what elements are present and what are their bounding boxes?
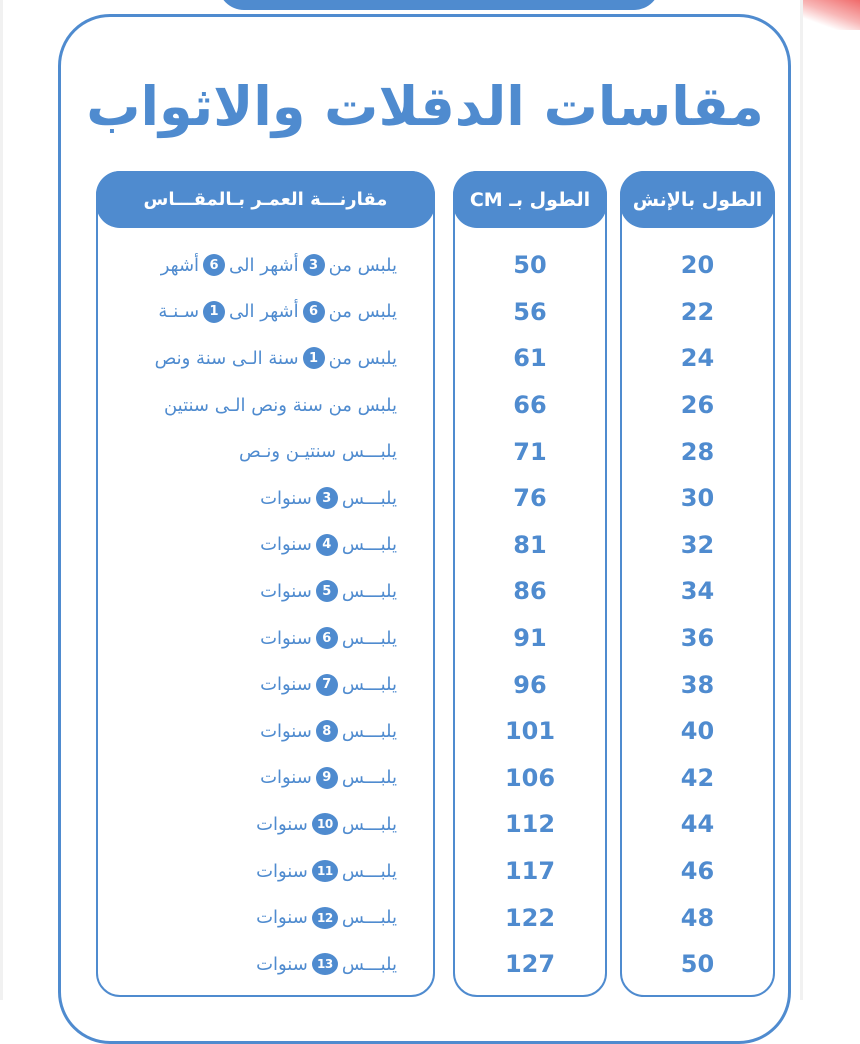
inch-value: 34 [680, 577, 715, 606]
age-row [98, 382, 433, 429]
age-row [98, 615, 433, 662]
number-badge: 7 [316, 674, 338, 696]
cm-value: 71 [513, 437, 547, 466]
age-row [98, 848, 433, 895]
age-values [98, 242, 433, 988]
age-text: يلبس من سنة ونص الـى سنتين [163, 394, 397, 416]
inch-value: 38 [680, 670, 715, 699]
age-column [96, 171, 435, 997]
cm-value: 76 [513, 484, 547, 513]
age-text: يلبـــس [341, 813, 397, 835]
cm-value: 96 [513, 670, 547, 699]
number-badge: 13 [312, 953, 338, 975]
age-row [98, 568, 433, 615]
cm-values [455, 242, 605, 988]
age-row [98, 801, 433, 848]
number-badge: 10 [312, 813, 338, 835]
age-text: يلبس من [328, 301, 397, 323]
cm-value: 66 [513, 391, 547, 420]
number-badge: 4 [316, 534, 338, 556]
number-badge: 8 [316, 720, 338, 742]
left-edge-line [0, 0, 3, 1000]
age-text: سنوات [260, 534, 312, 556]
inch-value: 26 [680, 391, 715, 420]
age-row [98, 242, 433, 289]
number-badge: 12 [312, 907, 338, 929]
inch-values [622, 242, 773, 988]
age-text: يلبـــس سنتيـن ونـص [239, 441, 397, 463]
number-badge: 11 [312, 860, 338, 882]
number-badge: 9 [316, 767, 338, 789]
cm-value: 50 [513, 251, 547, 280]
inch-value: 28 [680, 437, 715, 466]
cm-column [453, 171, 607, 997]
inch-value: 30 [680, 484, 715, 513]
age-text: سنوات [256, 813, 308, 835]
number-badge: 1 [203, 301, 225, 323]
right-edge-line [800, 0, 803, 1000]
age-text: سنوات [260, 580, 312, 602]
inch-value: 20 [680, 251, 715, 280]
age-row [98, 428, 433, 475]
inch-value: 48 [680, 903, 715, 932]
age-text: أشهر الى [229, 254, 299, 276]
cm-value: 117 [504, 857, 556, 886]
age-row [98, 755, 433, 802]
age-text: سنوات [256, 860, 308, 882]
age-text: يلبـــس [341, 487, 397, 509]
inch-column-header: الطول بالإنش [620, 171, 775, 228]
inch-value: 42 [680, 763, 715, 792]
age-row [98, 289, 433, 336]
age-text: يلبـــس [341, 720, 397, 742]
age-text: سنوات [256, 907, 308, 929]
age-row [98, 475, 433, 522]
page-title: مقاسات الدقلات والاثواب [86, 75, 764, 138]
age-text: يلبـــس [341, 860, 397, 882]
top-tab-decoration [218, 0, 660, 10]
age-row [98, 894, 433, 941]
number-badge: 6 [303, 301, 325, 323]
cm-value: 81 [513, 530, 547, 559]
age-text: سنوات [256, 953, 308, 975]
age-text: يلبـــس [341, 674, 397, 696]
number-badge: 5 [316, 580, 338, 602]
age-text: سنوات [260, 720, 312, 742]
age-row [98, 335, 433, 382]
inch-value: 50 [680, 950, 715, 979]
age-column-header: مقارنـــة العمـر بـالمقـــاس [96, 171, 435, 228]
cm-value: 101 [504, 717, 556, 746]
cm-value: 122 [504, 903, 556, 932]
age-text: سـنـة [158, 301, 200, 323]
cm-value: 61 [513, 344, 547, 373]
age-text: يلبـــس [341, 627, 397, 649]
age-text: سنوات [260, 674, 312, 696]
number-badge: 1 [303, 347, 325, 369]
age-text: سنوات [260, 487, 312, 509]
number-badge: 3 [303, 254, 325, 276]
inch-value: 22 [680, 297, 715, 326]
inch-value: 40 [680, 717, 715, 746]
age-row [98, 941, 433, 988]
cm-value: 86 [513, 577, 547, 606]
age-text: أشهر الى [229, 301, 299, 323]
age-text: يلبـــس [341, 767, 397, 789]
age-text: يلبـــس [341, 580, 397, 602]
age-row [98, 522, 433, 569]
age-text: يلبـــس [341, 907, 397, 929]
number-badge: 3 [316, 487, 338, 509]
inch-value: 44 [680, 810, 715, 839]
cm-value: 106 [504, 763, 556, 792]
number-badge: 6 [203, 254, 225, 276]
number-badge: 6 [316, 627, 338, 649]
age-text: يلبس من [328, 254, 397, 276]
age-text: سنوات [260, 767, 312, 789]
age-text: يلبـــس [341, 953, 397, 975]
age-text: سنوات [260, 627, 312, 649]
inch-value: 32 [680, 530, 715, 559]
inch-value: 24 [680, 344, 715, 373]
cm-column-header: الطول بـ CM [453, 171, 607, 228]
cm-value: 56 [513, 297, 547, 326]
age-row [98, 661, 433, 708]
cm-value: 112 [504, 810, 556, 839]
corner-decoration [800, 0, 860, 30]
age-text: سنة الـى سنة ونص [154, 347, 299, 369]
inch-column [620, 171, 775, 997]
inch-value: 36 [680, 624, 715, 653]
cm-value: 127 [504, 950, 556, 979]
cm-value: 91 [513, 624, 547, 653]
inch-value: 46 [680, 857, 715, 886]
age-row [98, 708, 433, 755]
age-text: يلبـــس [341, 534, 397, 556]
age-text: أشهر [160, 254, 200, 276]
age-text: يلبس من [328, 347, 397, 369]
